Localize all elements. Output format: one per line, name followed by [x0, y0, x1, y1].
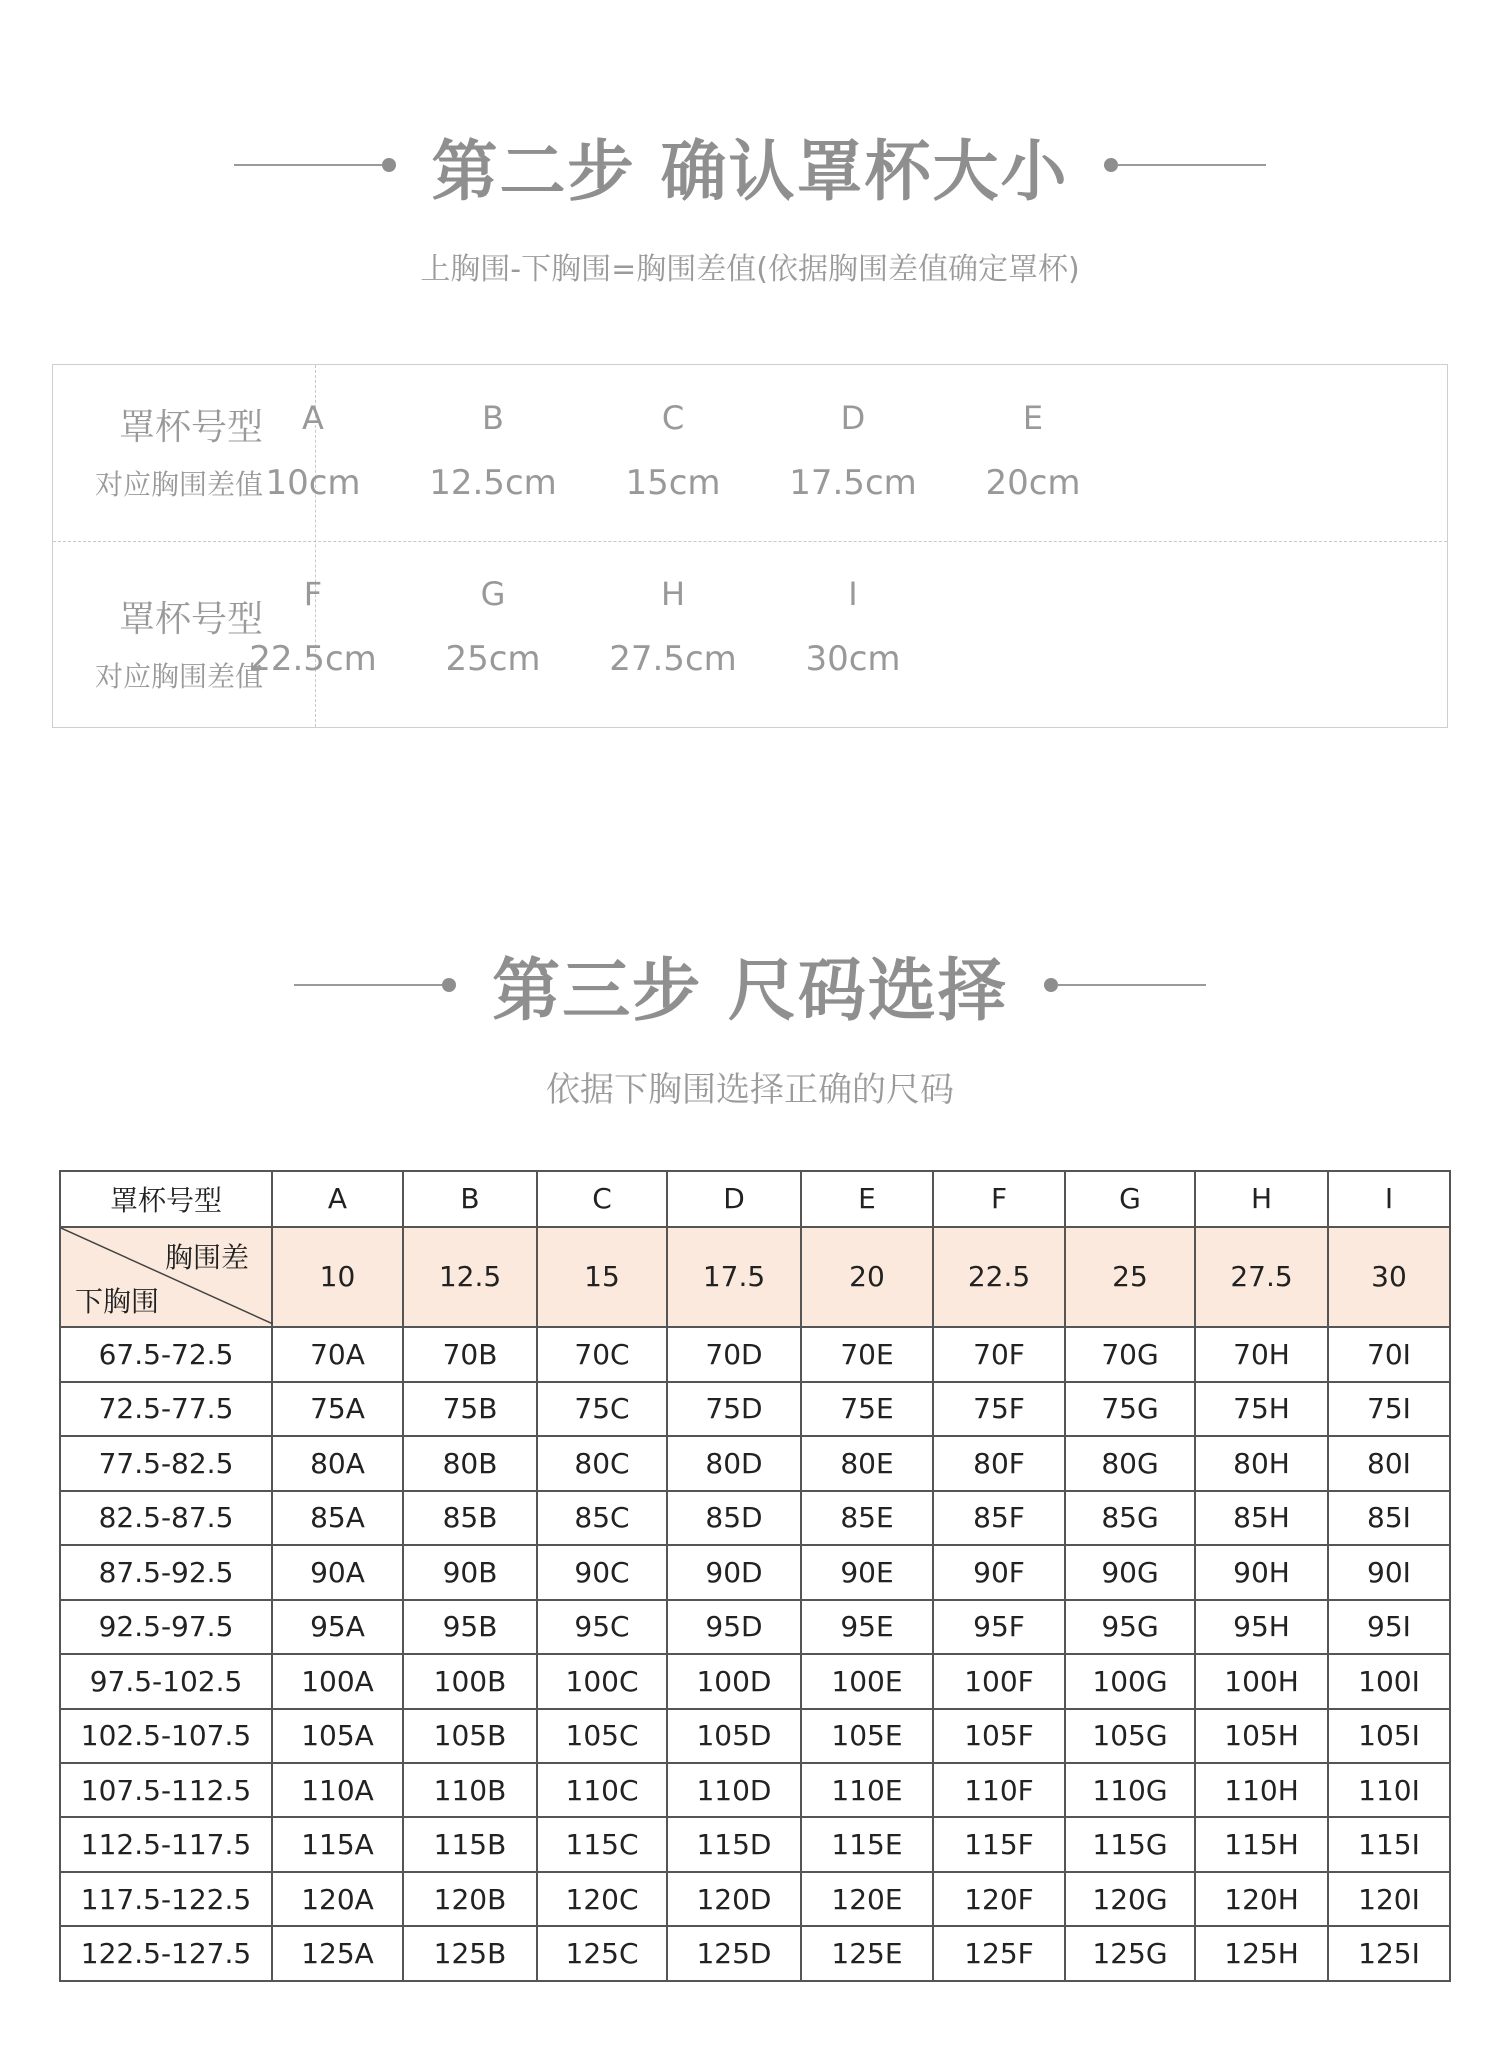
heading-left-line: [234, 164, 382, 166]
cup-diff-value: 27.5cm: [609, 639, 737, 679]
cup-letter: A: [302, 399, 324, 437]
table-row: [60, 1382, 1450, 1436]
cup-letter: G: [480, 575, 506, 613]
size-cell: 80I: [1328, 1436, 1450, 1490]
heading-right-dot: [1044, 978, 1058, 992]
size-cell: 120F: [933, 1872, 1065, 1926]
table-row: [60, 1763, 1450, 1817]
size-cell: 110A: [272, 1763, 403, 1817]
size-cell: 95D: [667, 1600, 801, 1654]
underbust-range: 87.5-92.5: [60, 1545, 272, 1599]
size-cell: 100I: [1328, 1654, 1450, 1708]
size-table: [59, 1170, 1451, 1982]
size-cell: 75H: [1195, 1382, 1328, 1436]
table-row: [60, 1545, 1450, 1599]
table-row: [60, 1709, 1450, 1763]
cup-letter: I: [848, 575, 858, 613]
size-cell: 90B: [403, 1545, 537, 1599]
size-cell: 85F: [933, 1491, 1065, 1545]
diff-row: [60, 1227, 1450, 1328]
size-cell: 125G: [1065, 1926, 1195, 1981]
size-cell: 125C: [537, 1926, 667, 1981]
size-cell: 80B: [403, 1436, 537, 1490]
diff-cell: 30: [1328, 1227, 1450, 1328]
step3-subtitle: 依据下胸围选择正确的尺码: [546, 1070, 954, 1110]
size-cell: 75D: [667, 1382, 801, 1436]
heading-left-dot: [382, 158, 396, 172]
cup-diff-value: 25cm: [445, 639, 541, 679]
size-cell: 90H: [1195, 1545, 1328, 1599]
size-cell: 125I: [1328, 1926, 1450, 1981]
size-cell: 105E: [801, 1709, 933, 1763]
size-cell: 110E: [801, 1763, 933, 1817]
table-row: [60, 1327, 1450, 1381]
underbust-range: 112.5-117.5: [60, 1817, 272, 1871]
size-cell: 105A: [272, 1709, 403, 1763]
size-cell: 115D: [667, 1817, 801, 1871]
diff-cell: 15: [537, 1227, 667, 1328]
size-cell: 90I: [1328, 1545, 1450, 1599]
size-cell: 120G: [1065, 1872, 1195, 1926]
size-cell: 115H: [1195, 1817, 1328, 1871]
size-cell: 85C: [537, 1491, 667, 1545]
size-cell: 85B: [403, 1491, 537, 1545]
size-cell: 120B: [403, 1872, 537, 1926]
size-cell: 100F: [933, 1654, 1065, 1708]
table-row: [60, 1872, 1450, 1926]
size-cell: 105D: [667, 1709, 801, 1763]
diff-cell: 20: [801, 1227, 933, 1328]
size-cell: 85I: [1328, 1491, 1450, 1545]
cup-diff-box: [52, 364, 1448, 728]
size-cell: 100G: [1065, 1654, 1195, 1708]
size-cell: 70H: [1195, 1327, 1328, 1381]
underbust-range: 97.5-102.5: [60, 1654, 272, 1708]
size-cell: 90D: [667, 1545, 801, 1599]
size-cell: 70B: [403, 1327, 537, 1381]
cup-header-f: F: [933, 1171, 1065, 1227]
size-cell: 75A: [272, 1382, 403, 1436]
size-cell: 100H: [1195, 1654, 1328, 1708]
size-cell: 80D: [667, 1436, 801, 1490]
size-cell: 95F: [933, 1600, 1065, 1654]
cup-letter: D: [840, 399, 866, 437]
size-cell: 105G: [1065, 1709, 1195, 1763]
step2-subtitle: 上胸围-下胸围=胸围差值(依据胸围差值确定罩杯): [420, 252, 1080, 287]
size-cell: 115I: [1328, 1817, 1450, 1871]
table-row: [60, 1600, 1450, 1654]
size-cell: 125E: [801, 1926, 933, 1981]
size-cell: 85H: [1195, 1491, 1328, 1545]
size-cell: 80C: [537, 1436, 667, 1490]
cup-header-g: G: [1065, 1171, 1195, 1227]
size-cell: 115A: [272, 1817, 403, 1871]
diff-cell: 17.5: [667, 1227, 801, 1328]
table-row: [60, 1654, 1450, 1708]
cup-type-label: 罩杯号型: [118, 599, 263, 640]
size-cell: 80G: [1065, 1436, 1195, 1490]
size-cell: 75C: [537, 1382, 667, 1436]
heading-right-line: [1118, 164, 1266, 166]
size-cell: 75B: [403, 1382, 537, 1436]
size-cell: 115B: [403, 1817, 537, 1871]
size-cell: 115G: [1065, 1817, 1195, 1871]
size-cell: 90E: [801, 1545, 933, 1599]
size-cell: 80H: [1195, 1436, 1328, 1490]
size-cell: 75F: [933, 1382, 1065, 1436]
size-cell: 85E: [801, 1491, 933, 1545]
size-cell: 105B: [403, 1709, 537, 1763]
diff-cell: 12.5: [403, 1227, 537, 1328]
size-cell: 95B: [403, 1600, 537, 1654]
size-cell: 120D: [667, 1872, 801, 1926]
size-cell: 85D: [667, 1491, 801, 1545]
step3-heading: [0, 942, 1500, 1031]
size-cell: 70G: [1065, 1327, 1195, 1381]
size-cell: 70A: [272, 1327, 403, 1381]
table-row: [60, 1436, 1450, 1490]
size-cell: 110I: [1328, 1763, 1450, 1817]
size-cell: 115F: [933, 1817, 1065, 1871]
underbust-range: 77.5-82.5: [60, 1436, 272, 1490]
size-cell: 90A: [272, 1545, 403, 1599]
size-cell: 95G: [1065, 1600, 1195, 1654]
underbust-range: 67.5-72.5: [60, 1327, 272, 1381]
cup-letter: C: [661, 399, 685, 437]
underbust-range: 102.5-107.5: [60, 1709, 272, 1763]
size-cell: 110F: [933, 1763, 1065, 1817]
size-cell: 120E: [801, 1872, 933, 1926]
size-cell: 110D: [667, 1763, 801, 1817]
cup-diff-value: 15cm: [625, 463, 721, 503]
size-cell: 115E: [801, 1817, 933, 1871]
size-cell: 105C: [537, 1709, 667, 1763]
size-cell: 70I: [1328, 1327, 1450, 1381]
size-cell: 120A: [272, 1872, 403, 1926]
size-cell: 95I: [1328, 1600, 1450, 1654]
cup-diff-value: 12.5cm: [429, 463, 557, 503]
size-cell: 75E: [801, 1382, 933, 1436]
diff-cell: 22.5: [933, 1227, 1065, 1328]
size-cell: 110C: [537, 1763, 667, 1817]
size-cell: 120C: [537, 1872, 667, 1926]
size-cell: 125B: [403, 1926, 537, 1981]
size-cell: 100C: [537, 1654, 667, 1708]
diff-cell: 25: [1065, 1227, 1195, 1328]
size-cell: 110G: [1065, 1763, 1195, 1817]
cup-diff-value: 20cm: [985, 463, 1081, 503]
size-cell: 95H: [1195, 1600, 1328, 1654]
cup-header-a: A: [272, 1171, 403, 1227]
size-cell: 125F: [933, 1926, 1065, 1981]
size-cell: 100A: [272, 1654, 403, 1708]
size-cell: 100E: [801, 1654, 933, 1708]
size-cell: 95C: [537, 1600, 667, 1654]
size-cell: 100D: [667, 1654, 801, 1708]
size-cell: 125H: [1195, 1926, 1328, 1981]
size-cell: 95A: [272, 1600, 403, 1654]
corner-cell: [60, 1227, 272, 1328]
cup-header-i: I: [1328, 1171, 1450, 1227]
cup-diff-value: 22.5cm: [249, 639, 377, 679]
size-cell: 95E: [801, 1600, 933, 1654]
size-cell: 105I: [1328, 1709, 1450, 1763]
cup-letter: F: [303, 575, 323, 613]
size-cell: 125D: [667, 1926, 801, 1981]
size-cell: 110B: [403, 1763, 537, 1817]
size-cell: 120H: [1195, 1872, 1328, 1926]
cup-diff-value: 30cm: [805, 639, 901, 679]
corner-header: 罩杯号型: [60, 1171, 272, 1227]
heading-left-dot: [442, 978, 456, 992]
underbust-range: 72.5-77.5: [60, 1382, 272, 1436]
size-cell: 110H: [1195, 1763, 1328, 1817]
diff-cell: 10: [272, 1227, 403, 1328]
size-cell: 85G: [1065, 1491, 1195, 1545]
table-row: [60, 1817, 1450, 1871]
diff-label: 对应胸围差值: [94, 660, 263, 693]
heading-left-line: [294, 984, 442, 986]
cup-header-h: H: [1195, 1171, 1328, 1227]
size-cell: 100B: [403, 1654, 537, 1708]
cup-header-e: E: [801, 1171, 933, 1227]
table-row: [60, 1926, 1450, 1981]
heading-right-dot: [1104, 158, 1118, 172]
size-cell: 105H: [1195, 1709, 1328, 1763]
size-cell: 80F: [933, 1436, 1065, 1490]
table-row: [60, 1491, 1450, 1545]
step2-heading: [0, 122, 1500, 208]
size-cell: 90C: [537, 1545, 667, 1599]
underbust-range: 122.5-127.5: [60, 1926, 272, 1981]
row2-label: [53, 541, 315, 727]
cup-header-b: B: [403, 1171, 537, 1227]
size-cell: 105F: [933, 1709, 1065, 1763]
step3-title: 第三步 尺码选择: [492, 951, 1008, 1031]
size-cell: 70F: [933, 1327, 1065, 1381]
size-cell: 90G: [1065, 1545, 1195, 1599]
step2-title: 第二步 确认罩杯大小: [431, 132, 1069, 210]
size-cell: 80A: [272, 1436, 403, 1490]
size-cell: 120I: [1328, 1872, 1450, 1926]
cup-letter: E: [1022, 399, 1044, 437]
cup-diff-value: 17.5cm: [789, 463, 917, 503]
diff-cell: 27.5: [1195, 1227, 1328, 1328]
cup-letter: B: [482, 399, 504, 437]
heading-right-line: [1058, 984, 1206, 986]
size-cell: 70D: [667, 1327, 801, 1381]
diff-label: 对应胸围差值: [94, 468, 263, 501]
cup-type-label: 罩杯号型: [118, 407, 263, 448]
size-cell: 70C: [537, 1327, 667, 1381]
size-cell: 115C: [537, 1817, 667, 1871]
cup-header-d: D: [667, 1171, 801, 1227]
size-cell: 125A: [272, 1926, 403, 1981]
underbust-range: 82.5-87.5: [60, 1491, 272, 1545]
underbust-range: 92.5-97.5: [60, 1600, 272, 1654]
size-cell: 70E: [801, 1327, 933, 1381]
corner-top-label: 胸围差: [164, 1240, 249, 1274]
cup-header-row: [60, 1171, 1450, 1227]
underbust-range: 107.5-112.5: [60, 1763, 272, 1817]
underbust-range: 117.5-122.5: [60, 1872, 272, 1926]
size-cell: 75I: [1328, 1382, 1450, 1436]
size-cell: 80E: [801, 1436, 933, 1490]
corner-bottom-label: 下胸围: [75, 1285, 160, 1319]
size-cell: 85A: [272, 1491, 403, 1545]
row1-label: [53, 365, 315, 541]
size-cell: 75G: [1065, 1382, 1195, 1436]
cup-diff-value: 10cm: [265, 463, 361, 503]
size-cell: 90F: [933, 1545, 1065, 1599]
cup-letter: H: [660, 575, 686, 613]
cup-header-c: C: [537, 1171, 667, 1227]
